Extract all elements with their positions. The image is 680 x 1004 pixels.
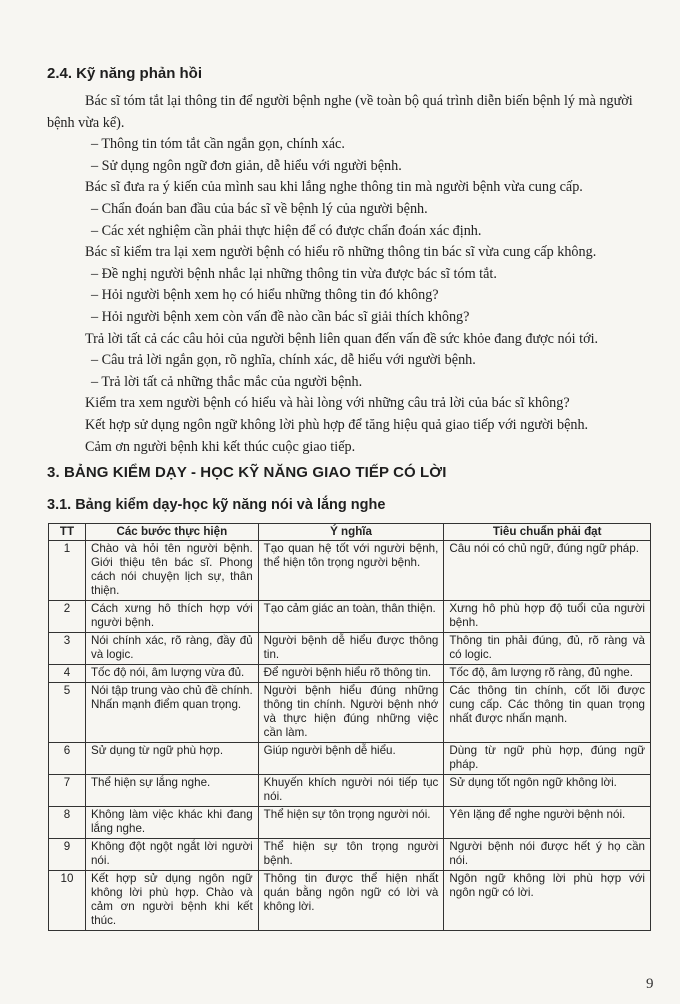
meaning-cell: Thể hiện sự tôn trọng người nói. xyxy=(258,807,444,839)
paragraph: Kết hợp sử dụng ngôn ngữ không lời phù hợp để tăng hiệu quả giao tiếp với người bệnh. xyxy=(85,416,589,433)
step-cell: Không đột ngột ngắt lời người nói. xyxy=(85,839,258,871)
row-number: 4 xyxy=(49,665,86,683)
table-row xyxy=(49,541,651,601)
paragraph: Trả lời tất cả các câu hỏi của người bệnh liên quan đến vấn đề sức khỏe đang được nói tới. xyxy=(85,330,599,347)
step-cell: Chào và hỏi tên người bệnh. Giới thiệu tên bác sĩ. Phong cách nói chuyện lịch sự, thân thiện. xyxy=(85,541,258,601)
section-heading-3-1: 3.1. Bảng kiểm dạy-học kỹ năng nói và lắng nghe xyxy=(47,497,386,513)
standard-cell: Tốc độ, âm lượng rõ ràng, đủ nghe. xyxy=(444,665,651,683)
meaning-cell: Khuyến khích người nói tiếp tục nói. xyxy=(258,775,444,807)
meaning-cell: Để người bệnh hiểu rõ thông tin. xyxy=(258,665,444,683)
table-row xyxy=(49,633,651,665)
step-cell: Nói tập trung vào chủ đề chính. Nhấn mạnh điểm quan trọng. xyxy=(85,683,258,743)
table-row xyxy=(49,775,651,807)
row-number: 2 xyxy=(49,601,86,633)
table-row xyxy=(49,743,651,775)
table-row xyxy=(49,683,651,743)
page-number: 9 xyxy=(646,976,654,992)
bullet-item: – Sử dụng ngôn ngữ đơn giản, dễ hiểu với người bệnh. xyxy=(91,157,402,174)
bullet-item: – Trả lời tất cả những thắc mắc của người bệnh. xyxy=(91,373,363,390)
header-steps: Các bước thực hiện xyxy=(85,524,258,541)
table-header-row xyxy=(49,524,651,541)
meaning-cell: Giúp người bệnh dễ hiểu. xyxy=(258,743,444,775)
standard-cell: Câu nói có chủ ngữ, đúng ngữ pháp. xyxy=(444,541,651,601)
row-number: 9 xyxy=(49,839,86,871)
step-cell: Kết hợp sử dụng ngôn ngữ không lời phù hợp. Chào và cảm ơn người bệnh khi kết thúc. xyxy=(85,871,258,931)
meaning-cell: Người bệnh hiểu đúng những thông tin chính. Người bệnh nhớ và thực hiện đúng những việc cần làm. xyxy=(258,683,444,743)
row-number: 1 xyxy=(49,541,86,601)
bullet-item: – Đề nghị người bệnh nhắc lại những thông tin vừa được bác sĩ tóm tắt. xyxy=(91,265,497,282)
step-cell: Thể hiện sự lắng nghe. xyxy=(85,775,258,807)
bullet-item: – Hỏi người bệnh xem còn vấn đề nào cần bác sĩ giải thích không? xyxy=(91,308,470,325)
meaning-cell: Thông tin được thể hiện nhất quán bằng ngôn ngữ có lời và không lời. xyxy=(258,871,444,931)
paragraph: Bác sĩ đưa ra ý kiến của mình sau khi lắng nghe thông tin mà người bệnh vừa cung cấp. xyxy=(85,179,583,196)
meaning-cell: Tạo cảm giác an toàn, thân thiện. xyxy=(258,601,444,633)
standard-cell: Xưng hô phù hợp độ tuổi của người bệnh. xyxy=(444,601,651,633)
standard-cell: Sử dụng tốt ngôn ngữ không lời. xyxy=(444,775,651,807)
bullet-item: – Các xét nghiệm cần phải thực hiện để có được chẩn đoán xác định. xyxy=(91,222,482,239)
header-standard: Tiêu chuẩn phải đạt xyxy=(444,524,651,541)
bullet-item: – Chẩn đoán ban đầu của bác sĩ về bệnh lý của người bệnh. xyxy=(91,200,428,217)
table-row xyxy=(49,665,651,683)
step-cell: Tốc độ nói, âm lượng vừa đủ. xyxy=(85,665,258,683)
row-number: 3 xyxy=(49,633,86,665)
row-number: 8 xyxy=(49,807,86,839)
meaning-cell: Người bệnh dễ hiểu được thông tin. xyxy=(258,633,444,665)
section-heading-3: 3. BẢNG KIỂM DẠY - HỌC KỸ NĂNG GIAO TIẾP CÓ LỜI xyxy=(47,464,447,481)
paragraph: Kiểm tra xem người bệnh có hiểu và hài lòng với những câu trả lời của bác sĩ không? xyxy=(85,395,570,412)
standard-cell: Các thông tin chính, cốt lõi được cung cấp. Các thông tin quan trọng nhất được nhấn mạnh. xyxy=(444,683,651,743)
header-tt: TT xyxy=(49,524,86,541)
bullet-item: – Hỏi người bệnh xem họ có hiểu những thông tin đó không? xyxy=(91,287,439,304)
paragraph: Bác sĩ kiểm tra lại xem người bệnh có hiểu rõ những thông tin bác sĩ vừa cung cấp không. xyxy=(85,244,597,261)
standard-cell: Ngôn ngữ không lời phù hợp với ngôn ngữ có lời. xyxy=(444,871,651,931)
row-number: 7 xyxy=(49,775,86,807)
step-cell: Cách xưng hô thích hợp với người bệnh. xyxy=(85,601,258,633)
table-row xyxy=(49,839,651,871)
step-cell: Nói chính xác, rõ ràng, đầy đủ và logic. xyxy=(85,633,258,665)
table-row xyxy=(49,871,651,931)
paragraph: Bác sĩ tóm tắt lại thông tin để người bệnh nghe (về toàn bộ quá trình diễn biến bệnh lý mà người bệnh vừa kể). xyxy=(47,93,633,131)
meaning-cell: Thể hiện sự tôn trọng người bệnh. xyxy=(258,839,444,871)
row-number: 10 xyxy=(49,871,86,931)
section-heading-2-4: 2.4. Kỹ năng phản hồi xyxy=(47,65,203,82)
standard-cell: Yên lặng để nghe người bệnh nói. xyxy=(444,807,651,839)
table-body xyxy=(49,541,651,931)
row-number: 6 xyxy=(49,743,86,775)
bullet-item: – Thông tin tóm tắt cần ngắn gọn, chính xác. xyxy=(91,136,345,153)
standard-cell: Dùng từ ngữ phù hợp, đúng ngữ pháp. xyxy=(444,743,651,775)
speaking-listening-checklist-table xyxy=(48,523,651,931)
standard-cell: Thông tin phải đúng, đủ, rõ ràng và có logic. xyxy=(444,633,651,665)
paragraph: Cảm ơn người bệnh khi kết thúc cuộc giao tiếp. xyxy=(85,438,356,455)
table-row xyxy=(49,807,651,839)
standard-cell: Người bệnh nói được hết ý họ cần nói. xyxy=(444,839,651,871)
feedback-skill-text xyxy=(47,91,670,458)
header-meaning: Ý nghĩa xyxy=(258,524,444,541)
table-row xyxy=(49,601,651,633)
bullet-item: – Câu trả lời ngắn gọn, rõ nghĩa, chính xác, dễ hiểu với người bệnh. xyxy=(91,352,476,369)
step-cell: Sử dụng từ ngữ phù hợp. xyxy=(85,743,258,775)
step-cell: Không làm việc khác khi đang lắng nghe. xyxy=(85,807,258,839)
meaning-cell: Tạo quan hệ tốt với người bệnh, thể hiện tôn trọng người bệnh. xyxy=(258,541,444,601)
row-number: 5 xyxy=(49,683,86,743)
